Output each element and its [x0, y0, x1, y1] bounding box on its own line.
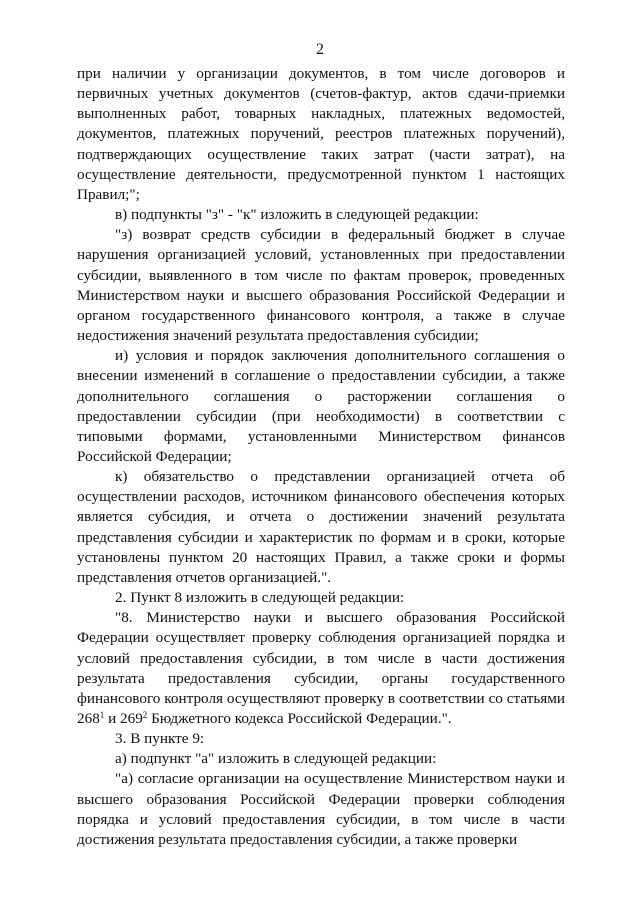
- article-268-superscript: 1: [99, 710, 105, 720]
- item-8-text-before: "8. Министерство науки и высшего образования Российской Федерации осуществляет проверку соблюдения организацией порядка и условий предоставления субсидии, в том числе в части достижения результата предоставления субсидии, органы государственного финансового контроля осуществляют проверку в соответствии со статьями 268: [77, 609, 565, 727]
- paragraph-subpoint-i: и) условия и порядок заключения дополнительного соглашения о внесении изменений в соглашение о предоставлении субсидии, а также дополнительного соглашения о расторжении соглашения о предоставлении субсидии (при необходимости) в соответствии с типовыми формами, установленными Министерством финансов Российской Федерации;: [77, 347, 565, 465]
- paragraph-item-8: [77, 608, 565, 729]
- paragraph-subpoint-z: "з) возврат средств субсидии в федеральный бюджет в случае нарушения организацией условий, установленных при предоставлении субсидии, выявленного в том числе по фактам проверок, проведенных Министерством науки и высшего образования Российской Федерации и органом государственного финансового контроля, а также в случае недостижения значений результата предоставления субсидии;: [77, 226, 565, 345]
- paragraph-subpoint-a-text: "а) согласие организации на осуществление Министерством науки и высшего образования Российской Федерации проверки соблюдения порядка и условий предоставления субсидии, в том числе в части достижения результата предоставления субсидии, а также проверки: [77, 770, 565, 848]
- paragraph-item-3: 3. В пункте 9:: [115, 730, 205, 748]
- paragraph-subpoint-a: а) подпункт "а" изложить в следующей редакции:: [115, 750, 437, 768]
- paragraph-subpoint-v: в) подпункты "з" - "к" изложить в следующей редакции:: [115, 206, 479, 224]
- document-body: [77, 64, 565, 850]
- article-269-superscript: 2: [142, 710, 148, 720]
- paragraph-continuation: при наличии у организации документов, в том числе договоров и первичных учетных документов (счетов-фактур, актов сдачи-приемки выполненных работ, товарных накладных, платежных ведомостей, документов, платежных поручений, реестров платежных поручений), подтверждающих осуществление таких затрат (части затрат), на осуществление деятельности, предусмотренной пунктом 1 настоящих Правил;";: [77, 65, 565, 203]
- paragraph-item-2: 2. Пункт 8 изложить в следующей редакции:: [115, 589, 405, 607]
- page-number: 2: [316, 41, 324, 58]
- item-8-text-after: Бюджетного кодекса Российской Федерации.".: [147, 710, 452, 727]
- item-8-text-middle: и 269: [104, 710, 143, 727]
- paragraph-subpoint-k: к) обязательство о представлении организацией отчета об осуществлении расходов, источником финансового обеспечения которых является субсидия, и отчета о достижении значений результата представления субсидии и характеристик по формам и в сроки, которые установлены пунктом 20 настоящих Правил, а также сроки и формы представления отчетов организацией.".: [77, 468, 565, 586]
